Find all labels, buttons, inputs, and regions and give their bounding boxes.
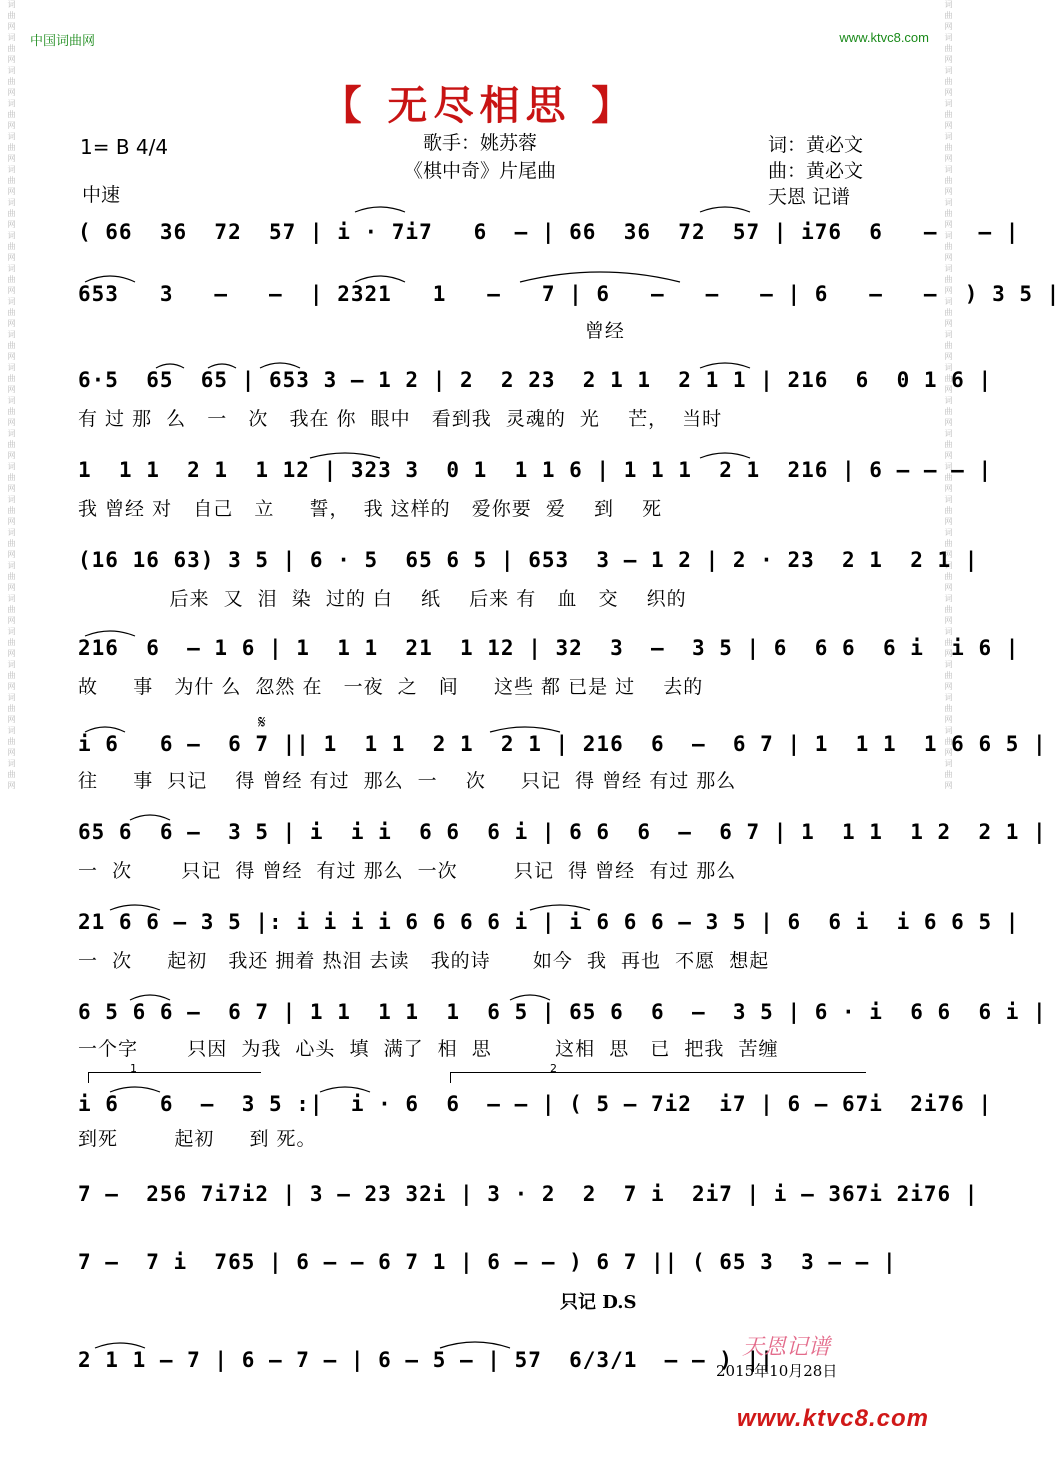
notation-line: i 6 6 – 6 7 || 1 1 1 2 1 2 1 | 216 6 – 6 7 | 1 1 1 1 6 6 5 | xyxy=(78,732,1047,756)
notation-line: 7 – 256 7i7i2 | 3 – 23 32i | 3 · 2 2 7 i 2i7 | i – 367i 2i76 | xyxy=(78,1182,979,1206)
lyric-line: 有 过 那 么 一 次 我在 你 眼中 看到我 灵魂的 光 芒， 当时 xyxy=(78,408,723,430)
notation-line: ( 66 36 72 57 | i · 7i7 6 – | 66 36 72 57 | i76 6 – – | xyxy=(78,220,1020,244)
singer-credit: 歌手：姚苏蓉 xyxy=(422,132,537,154)
right-watermark-strip: 词曲网词曲网词曲网词曲网词曲网词曲网词曲网词曲网词曲网词曲网词曲网词曲网词曲网词曲网词曲网词曲网词曲网词曲网词曲网词曲网词曲网词曲网词曲网词曲网 xyxy=(944,0,953,792)
key-signature: 1= B 4/4 xyxy=(80,135,169,159)
notation-line: 65 6 6 – 3 5 | i i i 6 6 6 i | 6 6 6 – 6 7 | 1 1 1 1 2 2 1 | xyxy=(78,820,1047,844)
site-url[interactable]: www.ktvc8.com xyxy=(839,30,929,45)
dal-segno-instruction: 只记 D.S xyxy=(560,1292,637,1313)
transcriber-stamp: 天恩记谱 xyxy=(742,1335,831,1360)
lyric-line: 一 次 只记 得 曾经 有过 那么 一次 只记 得 曾经 有过 那么 xyxy=(78,860,737,882)
song-title: 【 无尽相思 】 xyxy=(321,83,638,129)
transcription-date: 2015年10月28日 xyxy=(716,1362,838,1380)
segno-mark: 𝄋 xyxy=(258,712,266,733)
tempo-marking: 中速 xyxy=(82,184,121,206)
lyric-line: 曾经 xyxy=(78,320,625,342)
lyric-line: 一个字 只因 为我 心头 填 满了 相 思 这相 思 已 把我 苦缠 xyxy=(78,1038,779,1060)
source-credit: 《棋中奇》片尾曲 xyxy=(403,160,556,182)
lyric-line: 往 事 只记 得 曾经 有过 那么 一 次 只记 得 曾经 有过 那么 xyxy=(78,770,737,792)
notation-line: 2 1 1 – 7 | 6 – 7 – | 6 – 5 – | 57 6/3/1 – – ) || xyxy=(78,1348,774,1372)
notation-line: 653 3 – – | 2321 1 – 7 | 6 – – – | 6 – – ) 3 5 | xyxy=(78,282,1060,306)
volta-label-1: 1 xyxy=(130,1062,137,1075)
lyric-line: 我 曾经 对 自己 立 誓， 我 这样的 爱你要 爱 到 死 xyxy=(78,498,663,520)
notation-line: i 6 6 – 3 5 :| i · 6 6 – – | ( 5 – 7i2 i7 | 6 – 67i 2i76 | xyxy=(78,1092,993,1116)
lyric-line: 后来 又 泪 染 过的 白 纸 后来 有 血 交 织的 xyxy=(78,588,687,610)
transcriber-credit: 天恩 记谱 xyxy=(768,186,851,208)
lyric-line: 一 次 起初 我还 拥着 热泪 去读 我的诗 如今 我 再也 不愿 想起 xyxy=(78,950,770,972)
lyric-line: 故 事 为什 么 忽然 在 一夜 之 间 这些 都 已是 过 去的 xyxy=(78,676,704,698)
footer-site-url[interactable]: www.ktvc8.com xyxy=(736,1405,929,1432)
notation-line: 6·5 65 65 | 653 3 – 1 2 | 2 2 23 2 1 1 2 1 1 | 216 6 0 1 6 | xyxy=(78,368,993,392)
notation-line: (16 16 63) 3 5 | 6 · 5 65 6 5 | 653 3 – 1 2 | 2 · 23 2 1 2 1 | xyxy=(78,548,979,572)
site-name-cn[interactable]: 中国词曲网 xyxy=(30,34,96,49)
lyricist-credit: 词：黄必文 xyxy=(768,134,864,156)
volta-label-2: 2 xyxy=(550,1062,557,1075)
notation-line: 7 – 7 i 765 | 6 – – 6 7 1 | 6 – – ) 6 7 || ( 65 3 3 – – | xyxy=(78,1250,897,1274)
notation-line: 21 6 6 – 3 5 |: i i i i 6 6 6 6 i | i 6 6 6 – 3 5 | 6 6 i i 6 6 5 | xyxy=(78,910,1020,934)
notation-line: 216 6 – 1 6 | 1 1 1 21 1 12 | 32 3 – 3 5 | 6 6 6 6 i i 6 | xyxy=(78,636,1020,660)
left-watermark-strip: 词曲网词曲网词曲网词曲网词曲网词曲网词曲网词曲网词曲网词曲网词曲网词曲网词曲网词曲网词曲网词曲网词曲网词曲网词曲网词曲网词曲网词曲网词曲网词曲网 xyxy=(7,0,16,792)
notation-line: 1 1 1 2 1 1 12 | 323 3 0 1 1 1 6 | 1 1 1 2 1 216 | 6 – – – | xyxy=(78,458,993,482)
notation-line: 6 5 6 6 – 6 7 | 1 1 1 1 1 6 5 | 65 6 6 – 3 5 | 6 · i 6 6 6 i | xyxy=(78,1000,1047,1024)
composer-credit: 曲：黄必文 xyxy=(768,160,864,182)
lyric-line: 到死 起初 到 死。 xyxy=(78,1128,317,1150)
